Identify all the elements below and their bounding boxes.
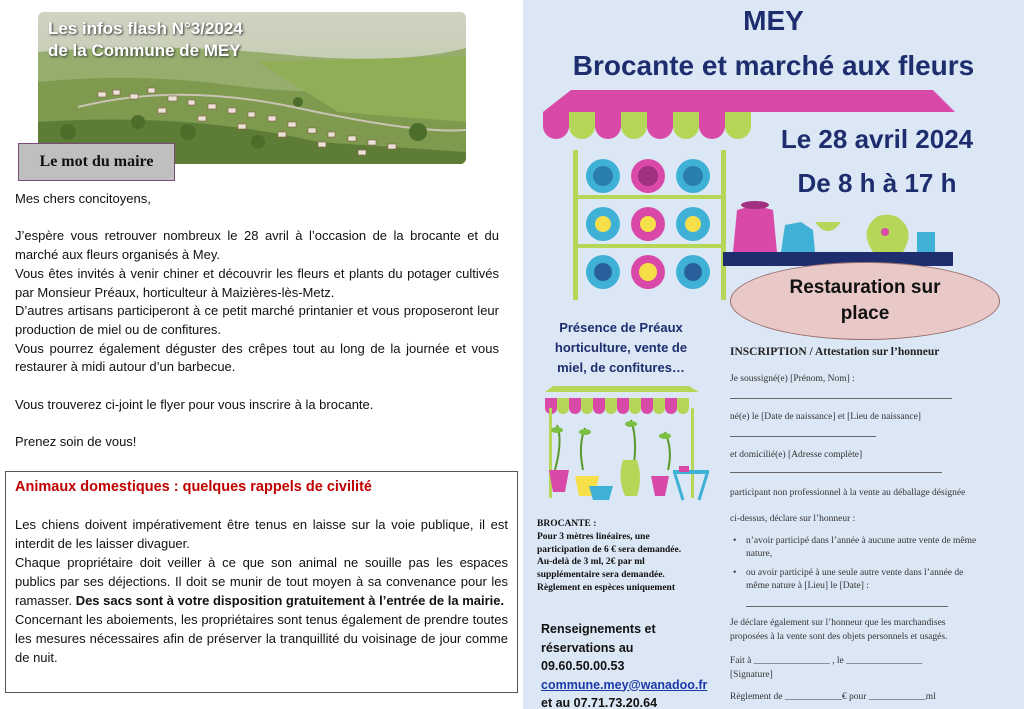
- contact-line: Renseignements et: [541, 622, 656, 636]
- brocante-line: Règlement en espèces uniquement: [537, 582, 675, 593]
- letter-paragraph: Vous pourrez également déguster des crêpes tout au long de la journée et vous restaurer à midi autour d’un barbecue.: [15, 340, 499, 375]
- contact-line: réservations au: [541, 640, 634, 655]
- letter-paragraph: Vous trouverez ci-joint le flyer pour vous inscrire à la brocante.: [15, 396, 374, 412]
- form-line-name: Je soussigné(e) [Prénom, Nom] :: [730, 374, 855, 384]
- bullet-icon: •: [733, 568, 737, 578]
- form-line-address: et domicilié(e) [Adresse complète]: [730, 450, 863, 460]
- brocante-line: supplémentaire sera demandée.: [537, 570, 665, 581]
- form-blank-address[interactable]: [730, 472, 942, 473]
- brocante-line: participation de 6 € sera demandée.: [537, 544, 682, 555]
- flyer-town: MEY: [743, 5, 804, 36]
- newsletter-title-line1: Les infos flash N°3/2024: [48, 19, 243, 38]
- form-option-text: ou avoir participé à une seule autre vente dans l’année de: [746, 568, 964, 578]
- letter-paragraph: D’autres artisans participeront à ce petit marché printanier et vous proposeront leur production de miel ou de confitures.: [15, 303, 499, 337]
- brocante-line: Au-delà de 3 ml, 2€ par ml: [537, 557, 645, 568]
- letter-greeting: Mes chers concitoyens,: [15, 191, 151, 206]
- letter-paragraph: J’espère vous retrouver nombreux le 28 avril à l’occasion de la brocante et du marché aux fleurs organisés à Mey.: [15, 228, 499, 263]
- civility-paragraph: Les chiens doivent impérativement être tenus en laisse sur la voie publique, il est interdit de les laisser divaguer.: [15, 517, 508, 551]
- form-line-place-date[interactable]: Fait à ________________ , le ________________: [730, 656, 923, 666]
- form-title: INSCRIPTION / Attestation sur l’honneur: [730, 346, 940, 358]
- flyer-date: Le 28 avril 2024: [780, 124, 974, 154]
- form-blank-birth[interactable]: [730, 436, 876, 437]
- form-line-goods: proposées à la vente sont des objets personnels et usagés.: [730, 632, 948, 642]
- header-aerial-photo: [38, 12, 466, 164]
- civility-paragraph: [15, 553, 508, 610]
- civility-text: Chaque propriétaire doit veiller à ce que son animal ne souille pas les espaces publics par ses déjections. Il doit se munir de tout moyen à sa convenance pour les ramasser.: [15, 555, 508, 608]
- newsletter-title: [48, 18, 243, 62]
- form-line-payment[interactable]: Règlement de ____________€ pour ____________ml: [730, 692, 936, 702]
- civility-bold-text: Des sacs sont à votre disposition gratuitement à l’entrée de la mairie.: [75, 593, 505, 608]
- form-option-text: nature,: [746, 549, 773, 559]
- form-option-text: même nature à [Lieu] le [Date] :: [746, 581, 869, 591]
- brocante-line: Pour 3 mètres linéaires, une: [537, 531, 650, 542]
- contact-email-link[interactable]: commune.mey@wanadoo.fr: [541, 677, 708, 692]
- flyer-hours: De 8 h à 17 h: [797, 168, 957, 198]
- civility-title: Animaux domestiques : quelques rappels de civilité: [15, 479, 372, 495]
- flyer-event-title: Brocante et marché aux fleurs: [572, 50, 975, 81]
- form-blank-name[interactable]: [730, 398, 952, 399]
- brocante-title: BROCANTE :: [537, 519, 597, 529]
- civility-box: [5, 471, 518, 693]
- catering-line1: Restauration sur: [789, 277, 941, 298]
- civility-paragraph: Concernant les aboiements, les propriétaires sont tenus également de prendre toutes les mesures nécessaires afin de préserver la tranquillité du voisinage de jour comme de nuit.: [15, 612, 508, 665]
- newsletter-title-line2: de la Commune de MEY: [48, 41, 241, 60]
- form-line-goods: Je déclare également sur l’honneur que les marchandises: [730, 618, 946, 628]
- form-line-participant: participant non professionnel à la vente au déballage désignée: [730, 488, 966, 498]
- form-option-text: n’avoir participé dans l’année à aucune autre vente de même: [746, 536, 977, 546]
- event-flyer: [523, 0, 1024, 709]
- form-line-birth: né(e) le [Date de naissance] et [Lieu de naissance]: [730, 412, 921, 422]
- mayor-letter: [15, 190, 499, 452]
- mayor-word-heading: Le mot du maire: [18, 143, 175, 181]
- contact-phone: 09.60.50.00.53: [541, 659, 625, 673]
- form-line-signature[interactable]: [Signature]: [730, 670, 773, 680]
- bullet-icon: •: [733, 536, 737, 546]
- form-line-declare: ci-dessus, déclare sur l’honneur :: [730, 514, 856, 524]
- catering-badge: [730, 262, 1000, 340]
- contact-info: [541, 620, 741, 709]
- form-blank-other-sale[interactable]: [746, 606, 948, 607]
- vendor-presence-note: Présence de Préaux horticulture, vente de miel, de confitures…: [554, 320, 688, 375]
- brocante-pricing: [537, 518, 717, 595]
- contact-phone-2: et au 07.71.73.20.64: [541, 696, 658, 709]
- catering-line2: place: [840, 303, 890, 324]
- letter-closing: Prenez soin de vous!: [15, 434, 137, 450]
- letter-paragraph: Vous êtes invités à venir chiner et découvrir les fleurs et plants du potager cultivés par Monsieur Préaux, horticulteur à Maizières-lès-Metz.: [15, 265, 499, 300]
